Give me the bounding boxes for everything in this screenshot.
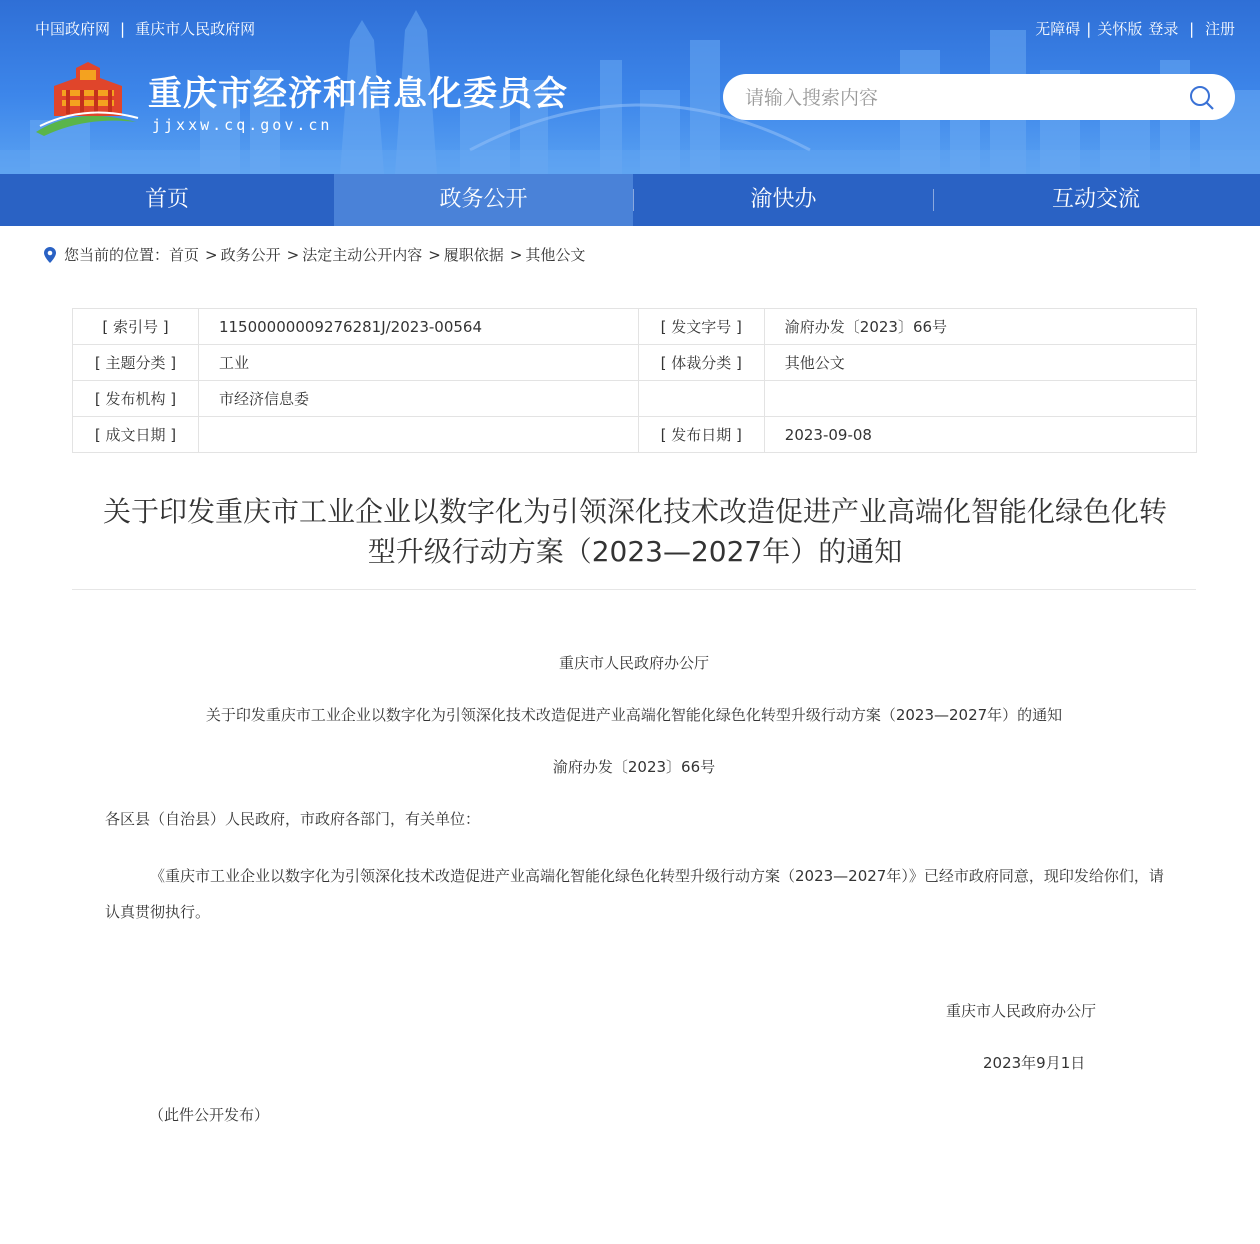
gov-cn-link[interactable]: 中国政府网 — [35, 20, 111, 38]
article-title-line: 型升级行动方案（2023—2027年）的通知 — [367, 535, 903, 568]
empty-cell — [764, 381, 1196, 417]
table-row — [73, 417, 1197, 453]
issuer-line: 重庆市人民政府办公厅 — [558, 654, 709, 672]
chevron-right-icon: > — [205, 245, 218, 264]
site-logo-emblem-icon[interactable] — [36, 56, 140, 136]
article-body: 《重庆市工业企业以数字化为引领深化技术改造促进产业高端化智能化绿色化转型升级行动方案（2023—2027年）》已经市政府同意，现印发给你们，请认真贯彻执行。 — [105, 867, 1164, 921]
article-title-line: 关于印发重庆市工业企业以数字化为引领深化技术改造促进产业高端化智能化绿色化转 — [102, 495, 1167, 528]
elder-mode-link[interactable]: 关怀版 — [1097, 20, 1143, 38]
genre-value: 其他公文 — [764, 345, 1196, 381]
cq-gov-link[interactable]: 重庆市人民政府网 — [135, 20, 256, 38]
publication-note: （此件公开发布） — [149, 1106, 270, 1124]
salutation: 各区县（自治县）人民政府，市政府各部门，有关单位： — [105, 810, 481, 828]
nav-item-label: 首页 — [144, 187, 189, 212]
separator: | — [1184, 19, 1199, 38]
nav-item-label: 渝快办 — [750, 187, 817, 212]
signature-date: 2023年9月1日 — [983, 1054, 1086, 1072]
chevron-right-icon: > — [428, 245, 441, 264]
search-input[interactable] — [743, 82, 1177, 114]
genre-label: [ 体裁分类 ] — [638, 345, 764, 381]
publish-date-label: [ 发布日期 ] — [638, 417, 764, 453]
breadcrumb — [44, 244, 585, 265]
nav-item-label: 互动交流 — [1051, 187, 1140, 212]
accessibility-link[interactable]: 无障碍 — [1035, 20, 1081, 38]
index-value: 11500000009276281J/2023-00564 — [198, 309, 638, 345]
created-date-value — [198, 417, 638, 453]
top-links — [35, 18, 255, 39]
breadcrumb-home[interactable]: 首页 — [169, 246, 200, 264]
nav-item-home[interactable] — [0, 174, 334, 226]
table-row — [73, 309, 1197, 345]
breadcrumb-statutory-content[interactable]: 法定主动公开内容 — [302, 246, 423, 264]
table-row — [73, 345, 1197, 381]
search-icon[interactable] — [1189, 85, 1215, 111]
separator: | — [120, 19, 126, 38]
search-bar — [723, 74, 1235, 120]
login-link[interactable]: 登录 — [1148, 20, 1179, 38]
doc-number-value: 渝府办发〔2023〕66号 — [764, 309, 1196, 345]
breadcrumb-duty-basis[interactable]: 履职依据 — [443, 246, 504, 264]
publish-date-value: 2023-09-08 — [764, 417, 1196, 453]
topic-value: 工业 — [198, 345, 638, 381]
breadcrumb-gov-affairs[interactable]: 政务公开 — [220, 246, 281, 264]
title-divider — [72, 589, 1196, 590]
table-row — [73, 381, 1197, 417]
chevron-right-icon: > — [286, 245, 300, 264]
register-link[interactable]: 注册 — [1204, 20, 1235, 38]
doc-number-label: [ 发文字号 ] — [638, 309, 764, 345]
nav-item-gov-affairs[interactable] — [334, 174, 633, 226]
site-header — [0, 0, 1260, 174]
site-title[interactable]: 重庆市经济和信息化委员会 — [148, 74, 568, 114]
notice-subtitle: 关于印发重庆市工业企业以数字化为引领深化技术改造促进产业高端化智能化绿色化转型升级行动方案（2023—2027年）的通知 — [205, 706, 1063, 724]
document-number-line: 渝府办发〔2023〕66号 — [552, 758, 716, 776]
nav-item-interaction[interactable] — [934, 174, 1258, 226]
breadcrumb-other-docs[interactable]: 其他公文 — [525, 246, 586, 264]
publisher-value: 市经济信息委 — [198, 381, 638, 417]
chevron-right-icon: > — [509, 245, 523, 264]
user-links — [1035, 18, 1235, 39]
publisher-label: [ 发布机构 ] — [73, 381, 199, 417]
nav-item-yukuaiban[interactable] — [634, 174, 933, 226]
separator: | — [1086, 19, 1092, 38]
location-pin-icon — [44, 247, 56, 263]
main-nav — [0, 174, 1260, 226]
article-title — [60, 492, 1210, 572]
created-date-label: [ 成文日期 ] — [73, 417, 199, 453]
topic-label: [ 主题分类 ] — [73, 345, 199, 381]
signature: 重庆市人民政府办公厅 — [946, 1002, 1097, 1020]
empty-cell — [638, 381, 764, 417]
index-label: [ 索引号 ] — [73, 309, 199, 345]
breadcrumb-prefix: 您当前的位置： — [64, 246, 170, 264]
nav-item-label: 政务公开 — [439, 187, 528, 212]
document-meta-table — [72, 308, 1197, 453]
site-domain: jjxxw.cq.gov.cn — [152, 116, 333, 134]
